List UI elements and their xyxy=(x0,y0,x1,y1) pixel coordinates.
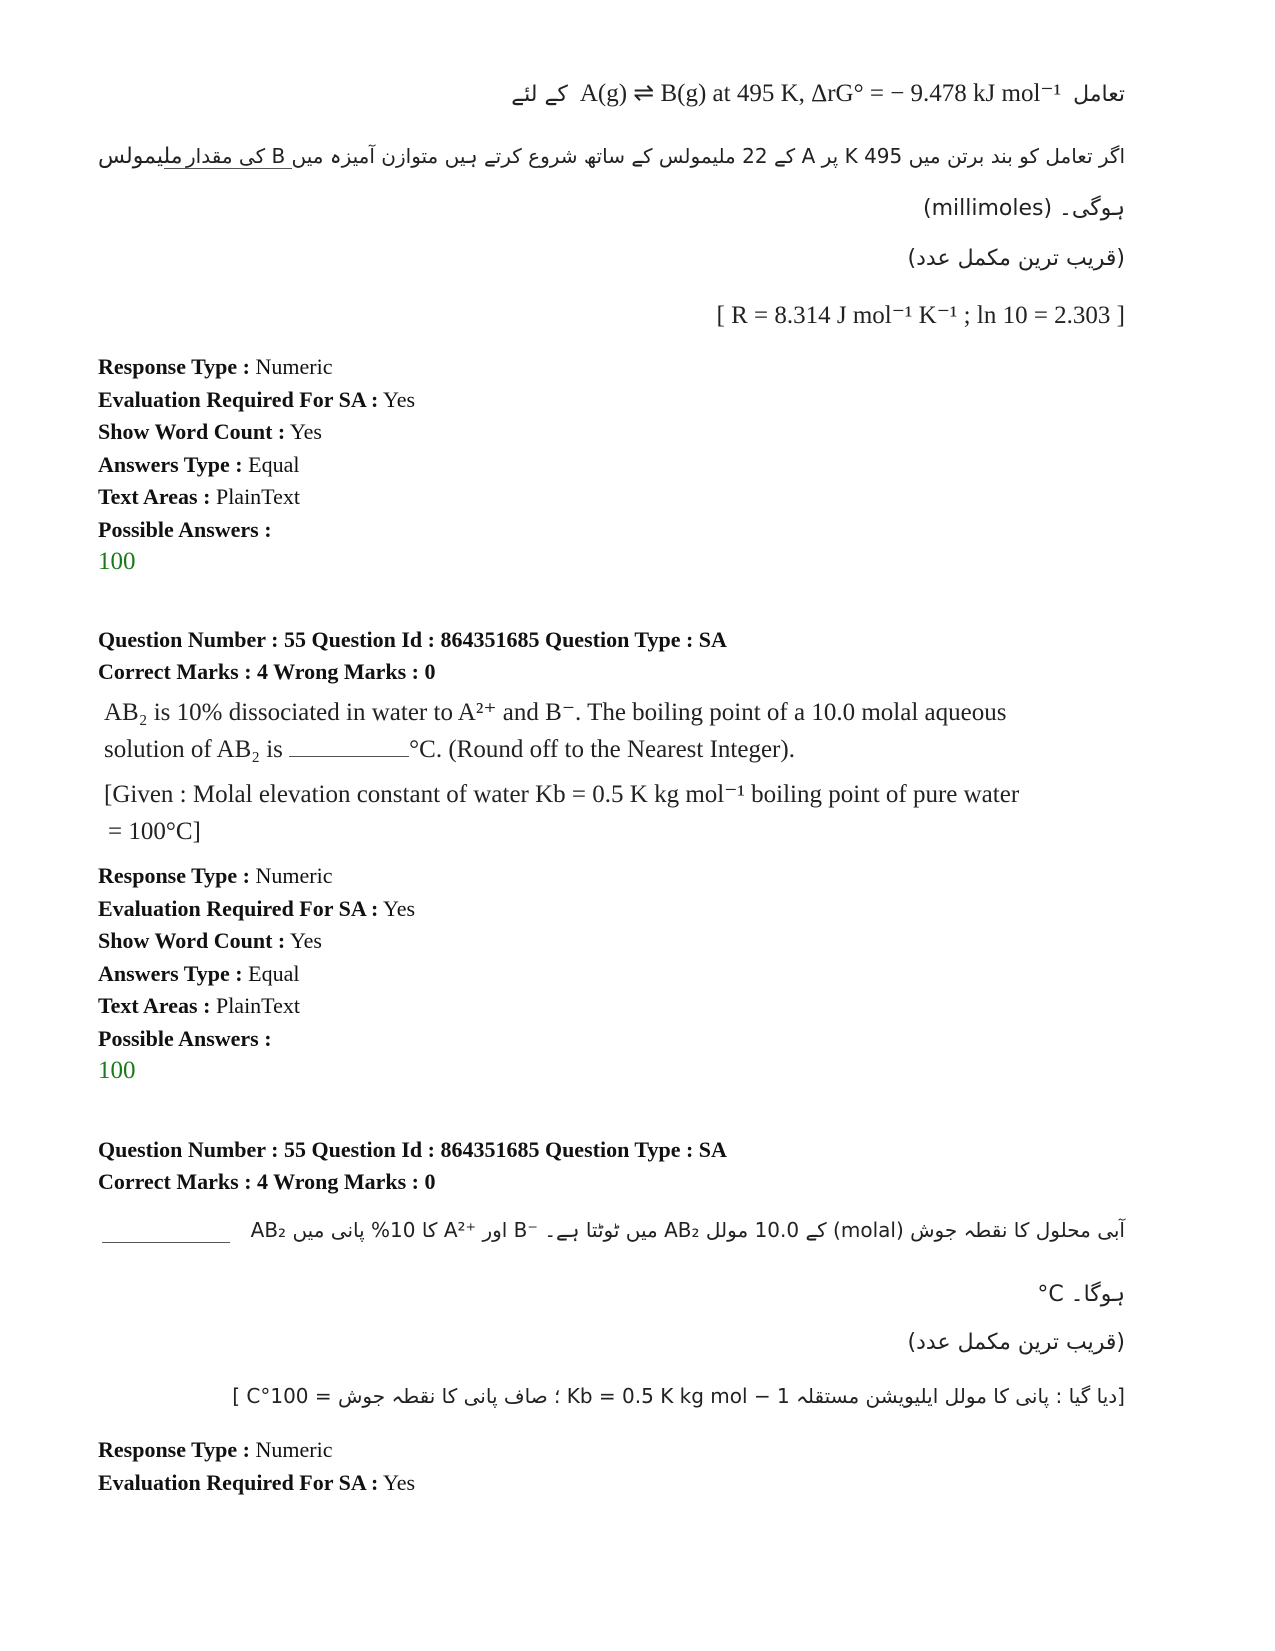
q1-reaction-equation: A(g) ⇌ B(g) at 495 K, ΔrG° = − 9.478 kJ mol⁻¹ xyxy=(579,80,1062,107)
meta-row: Text Areas : PlainText xyxy=(98,484,300,509)
q1-line2-tail: ملیمولس xyxy=(98,144,183,169)
q1-line2 xyxy=(98,140,1125,180)
meta-row: Possible Answers : xyxy=(98,1025,272,1051)
q2-header-line2: Correct Marks : 4 Wrong Marks : 0 xyxy=(98,659,436,684)
meta-row: Show Word Count : Yes xyxy=(98,419,322,444)
q3-header-line2: Correct Marks : 4 Wrong Marks : 0 xyxy=(98,1169,436,1194)
q2-answer-blank xyxy=(289,756,409,757)
q3-meta-list xyxy=(98,1434,415,1499)
q1-answer-blank xyxy=(164,168,292,169)
q1-meta-list xyxy=(98,351,415,546)
q2-possible-answer: 100 xyxy=(98,1057,136,1084)
q3-line3: (قریب ترین مکمل عدد) xyxy=(907,1330,1125,1355)
meta-row: Answers Type : Equal xyxy=(98,451,300,477)
q2-body xyxy=(104,694,1134,850)
q2-header xyxy=(98,624,727,688)
q3-line1-text: AB₂ کا 10% پانی میں A²⁺ اور B⁻ میں ٹوٹتا ہے۔ AB₂ کے 10.0 مولل (molal) آبی محلول کا نقطہ جوش xyxy=(250,1218,1125,1242)
q2-line4: = 100°C] xyxy=(108,818,201,845)
q1-line4: (قریب ترین مکمل عدد) xyxy=(907,246,1125,271)
q3-header-line1: Question Number : 55 Question Id : 864351685 Question Type : SA xyxy=(98,1137,727,1162)
q3-answer-blank xyxy=(102,1242,230,1243)
q1-urdu-left: کے لئے xyxy=(511,82,568,107)
meta-row: Response Type : Numeric xyxy=(98,354,333,379)
q1-line2-text: اگر تعامل کو بند برتن میں 495 K پر A کے 22 ملیمولس کے ساتھ شروع کرتے ہیں متوازن آمیزہ میں B کی مقدار xyxy=(186,144,1125,168)
meta-row: Answers Type : Equal xyxy=(98,960,300,986)
q2-line3: [Given : Molal elevation constant of water Kb = 0.5 K kg mol⁻¹ boiling point of pure water xyxy=(104,781,1020,808)
q2-header-line1: Question Number : 55 Question Id : 864351685 Question Type : SA xyxy=(98,627,727,652)
q1-equation-line xyxy=(470,78,1125,114)
q3-line1 xyxy=(98,1214,1125,1254)
meta-row: Response Type : Numeric xyxy=(98,863,333,888)
meta-row: Evaluation Required For SA : Yes xyxy=(98,386,416,412)
meta-row: Possible Answers : xyxy=(98,516,272,542)
q3-header xyxy=(98,1134,727,1198)
q1-urdu-right: تعامل xyxy=(1073,82,1125,107)
meta-row: Evaluation Required For SA : Yes xyxy=(98,1469,416,1495)
q2-meta-list xyxy=(98,860,415,1055)
q3-given-constants: [دیا گیا : پانی کا مولل ایلیویشن مستقلہ Kb = 0.5 K kg mol − 1 ؛ صاف پانی کا نقطہ جوش = 100°C ] xyxy=(232,1384,1125,1408)
q1-given-constants: [ R = 8.314 J mol⁻¹ K⁻¹ ; ln 10 = 2.303 ] xyxy=(716,302,1125,329)
meta-row: Evaluation Required For SA : Yes xyxy=(98,895,416,921)
q1-line3: (millimoles) ہوگی۔ xyxy=(922,196,1125,221)
q2-line1: AB₂ is 10% dissociated in water to A²⁺ and B⁻. The boiling point of a 10.0 molal aqueous xyxy=(104,699,1007,726)
meta-row: Text Areas : PlainText xyxy=(98,993,300,1018)
meta-row: Response Type : Numeric xyxy=(98,1437,333,1462)
q2-line2: solution of AB₂ is °C. (Round off to the Nearest Integer). xyxy=(104,736,795,763)
q3-line2: °C ہوگا۔ xyxy=(1037,1282,1125,1307)
meta-row: Show Word Count : Yes xyxy=(98,928,322,953)
q1-possible-answer: 100 xyxy=(98,548,136,575)
